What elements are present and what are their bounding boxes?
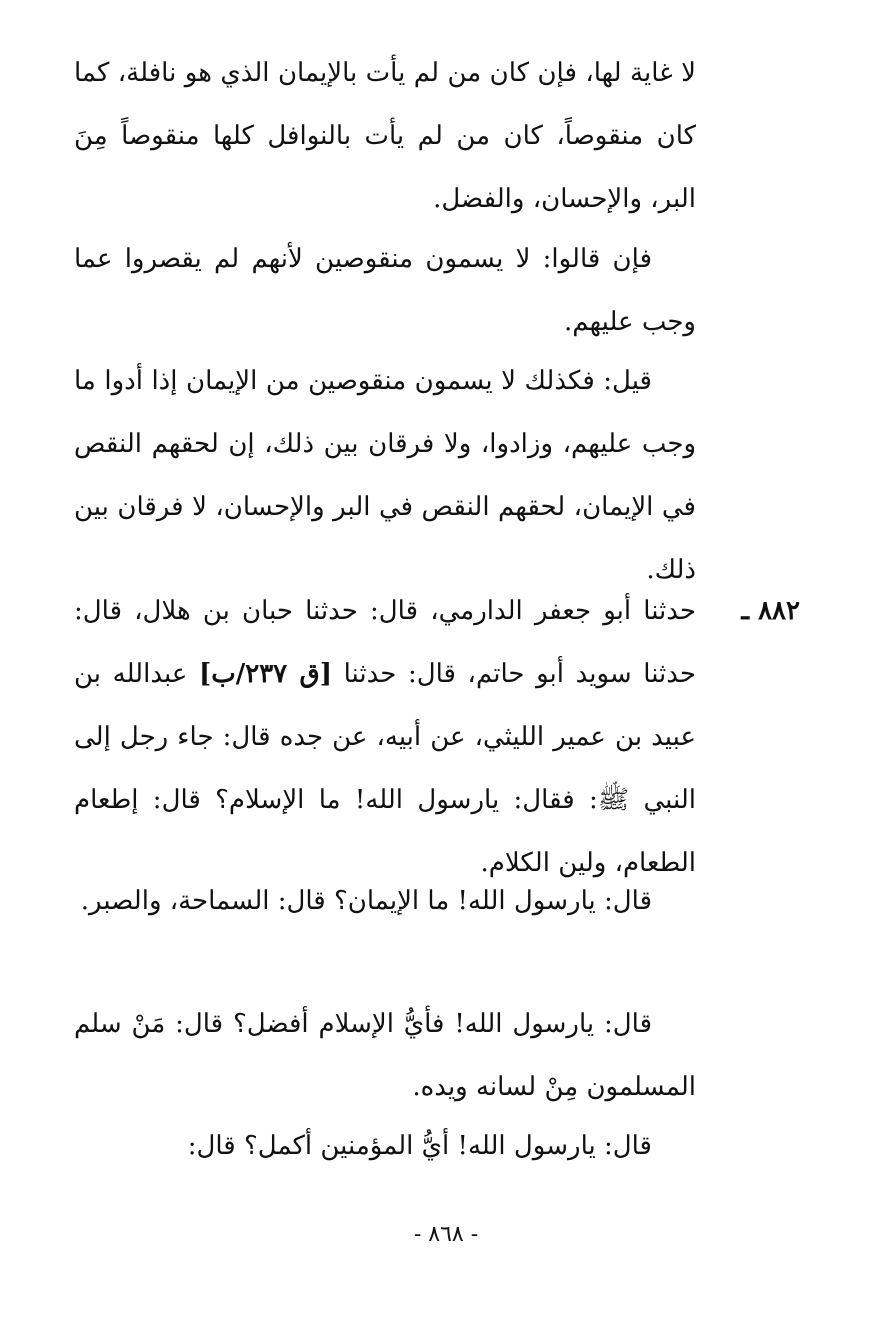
folio-reference: [ق ٢٣٧/ب] <box>198 659 333 689</box>
paragraph-continuation <box>74 42 696 231</box>
page-number: - ٨٦٨ - <box>413 1222 479 1247</box>
hadith-text-part-1: حدثنا أبو جعفر الدارمي، قال: حدثنا حبان بن هلال، قال: حدثنا سويد أبو حاتم، قال: حدثنا <box>74 596 697 689</box>
paragraph-text: فإن قالوا: لا يسمون منقوصين لأنهم لم يقصروا عما وجب عليهم. <box>74 244 696 337</box>
hadith-number: ٨٨٢ ـ <box>741 596 800 626</box>
paragraph-islam-best <box>74 993 696 1119</box>
paragraph-objection <box>74 228 696 354</box>
paragraph-reply <box>74 350 696 602</box>
paragraph-believers <box>74 1115 696 1178</box>
hadith-paragraph <box>74 580 696 895</box>
paragraph-text: قال: يارسول الله! أيُّ المؤمنين أكمل؟ قال: <box>187 1131 652 1161</box>
paragraph-text: لا غاية لها، فإن كان من لم يأت بالإيمان الذي هو نافلة، كما كان منقوصاً، كان من لم يأت بالنوافل كلها منقوصاً مِنَ البر، والإحسان، والفضل. <box>74 58 696 214</box>
paragraph-iman <box>74 870 696 933</box>
paragraph-text: قيل: فكذلك لا يسمون منقوصين من الإيمان إذا أدوا ما وجب عليهم، وزادوا، ولا فرقان بين ذلك، إن لحقهم النقص في الإيمان، لحقهم النقص في البر والإحسان، لا فرقان بين ذلك. <box>74 366 696 585</box>
paragraph-text: قال: يارسول الله! ما الإيمان؟ قال: السماحة، والصبر. <box>80 886 652 916</box>
paragraph-text: قال: يارسول الله! فأيُّ الإسلام أفضل؟ قال: مَنْ سلم المسلمون مِنْ لسانه ويده. <box>74 1009 696 1102</box>
hadith-text-part-2: عبدالله بن عبيد بن عمير الليثي، عن أبيه، عن جده قال: جاء رجل إلى النبي ﷺ: فقال: يارسول الله! ما الإسلام؟ قال: إطعام الطعام، ولين الكلام. <box>74 659 696 878</box>
hadith-text <box>74 580 696 895</box>
